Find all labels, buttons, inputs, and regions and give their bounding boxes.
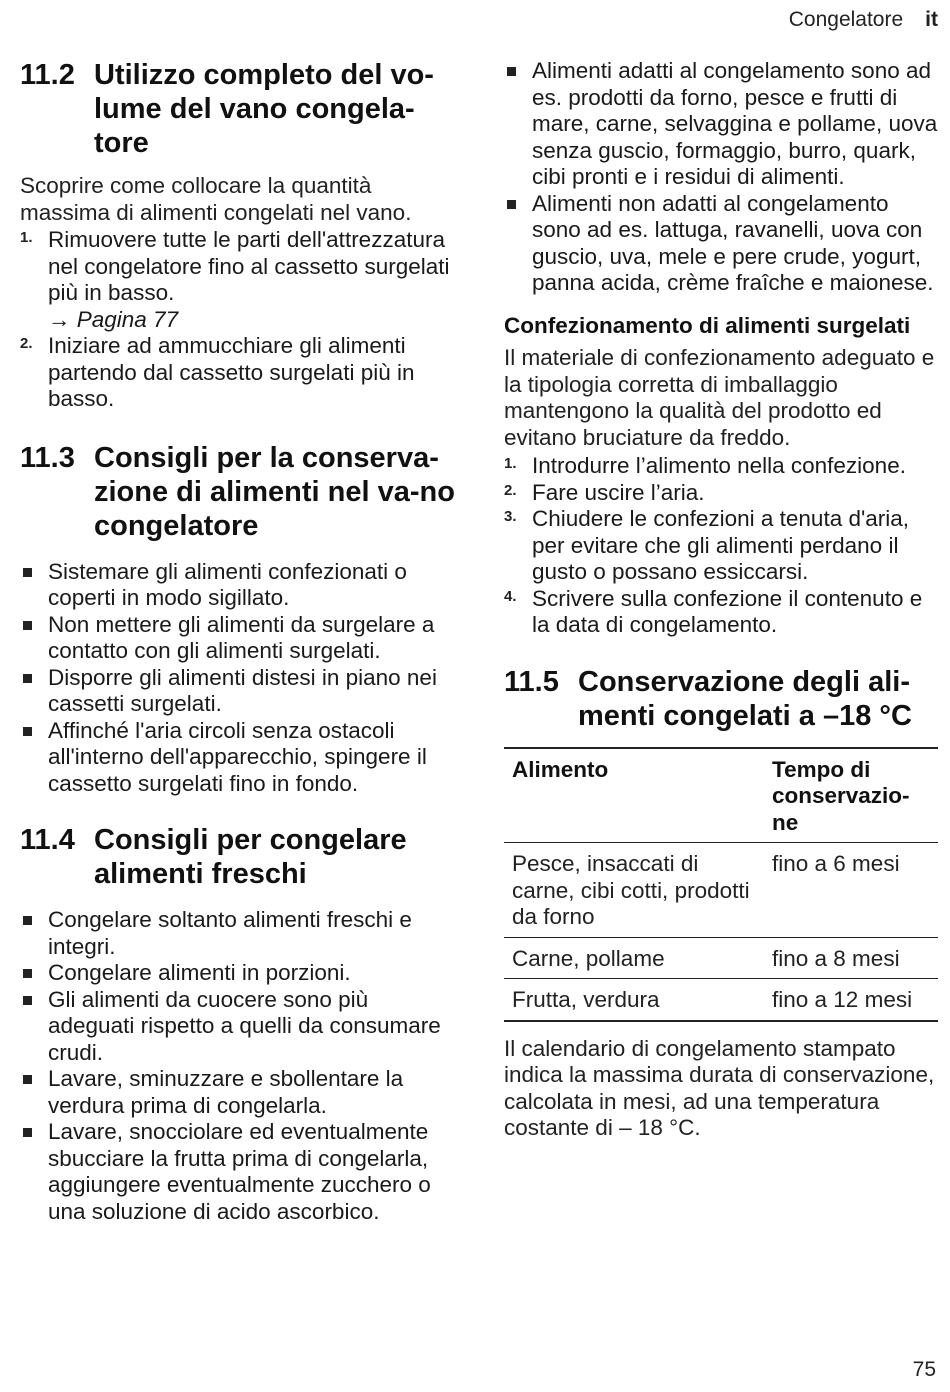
column-header-storage-time: Tempo di conservazio-ne <box>772 756 910 835</box>
bullet-item <box>20 1066 460 1119</box>
bullet-item <box>20 612 460 665</box>
bullet-square-icon <box>23 621 32 630</box>
step-number: 2. <box>20 335 33 352</box>
section-11-2-intro: Scoprire come collocare la quantità massima di alimenti congelati nel vano. <box>20 173 412 225</box>
section-number: 11.5 <box>504 665 559 698</box>
bullet-square-icon <box>23 916 32 925</box>
bullet-item <box>20 987 460 1067</box>
bullet-square-icon <box>23 674 32 683</box>
section-title: Consigli per la conserva-zione di alimenti nel va-no congelatore <box>94 441 455 542</box>
bullet-text: Congelare alimenti in porzioni. <box>48 960 351 985</box>
step-number: 1. <box>504 455 517 472</box>
bullet-item <box>20 960 460 987</box>
bullet-square-icon <box>23 568 32 577</box>
table-cell-time: fino a 12 mesi <box>772 987 913 1012</box>
step-text: Scrivere sulla confezione il contenuto e la data di congelamento. <box>532 585 923 637</box>
running-header <box>789 8 938 32</box>
step-number: 2. <box>504 481 517 499</box>
step-item <box>504 480 940 507</box>
section-number: 11.2 <box>20 59 75 91</box>
section-title: Consigli per congelare alimenti freschi <box>94 824 407 890</box>
step-number: 3. <box>504 508 517 525</box>
freezing-calendar-note: Il calendario di congelamento stampato indica la massima durata di conservazione, calcolata in mesi, ad una temperatura costante di – 18 °C. <box>504 1035 935 1140</box>
table-cell-food: Carne, pollame <box>512 945 665 971</box>
bullet-item <box>20 907 460 960</box>
step-text: Rimuovere tutte le parti dell'attrezzatura nel congelatore fino al cassetto surgelati più in basso. <box>48 227 450 305</box>
table-cell-time: fino a 6 mesi <box>772 851 900 876</box>
step-item <box>504 453 940 480</box>
step-text: Iniziare ad ammucchiare gli alimenti partendo dal cassetto surgelati più in basso. <box>48 333 415 411</box>
section-11-3-bullets <box>20 559 460 798</box>
step-number: 1. <box>20 229 33 246</box>
table-cell-time: fino a 8 mesi <box>772 945 900 971</box>
bullet-text: Lavare, snocciolare ed eventualmente sbucciare la frutta prima di congelarla, aggiungere eventualmente zucchero o una soluzione di acido ascorbico. <box>48 1119 431 1224</box>
table-row <box>504 979 938 1021</box>
section-11-4-bullets <box>20 907 460 1225</box>
table-cell-food: Pesce, insaccati di carne, cibi cotti, prodotti da forno <box>512 851 750 929</box>
section-11-2-heading <box>20 58 460 160</box>
section-11-5-heading <box>504 665 940 733</box>
step-text: Chiudere le confezioni a tenuta d'aria, per evitare che gli alimenti perdano il gusto o possano essiccarsi. <box>532 506 910 584</box>
step-item <box>20 227 460 333</box>
bullet-text: Affinché l'aria circoli senza ostacoli all'interno dell'apparecchio, spingere il cassetto surgelati fino in fondo. <box>48 717 427 796</box>
header-language: it <box>925 8 938 31</box>
bullet-square-icon <box>23 996 32 1005</box>
step-text: Introdurre l’alimento nella confezione. <box>532 453 906 478</box>
bullet-text: Sistemare gli alimenti confezionati o coperti in modo sigillato. <box>48 558 407 610</box>
bullet-text: Alimenti adatti al congelamento sono ad es. prodotti da forno, pesce e frutti di mare, carne, selvaggina e pollame, uova senza guscio, formaggio, burro, quark, cibi pronti e i residui di alimenti. <box>532 58 938 189</box>
step-item <box>504 586 940 639</box>
step-text: Fare uscire l’aria. <box>532 479 705 505</box>
column-header-food: Alimento <box>512 756 609 782</box>
header-section: Congelatore <box>788 8 904 31</box>
bullet-square-icon <box>23 1075 32 1084</box>
bullet-item <box>504 191 940 297</box>
section-number: 11.3 <box>20 441 75 474</box>
bullet-text: Lavare, sminuzzare e sbollentare la verdura prima di congelarla. <box>48 1066 404 1118</box>
storage-time-table <box>504 747 938 1022</box>
bullet-square-icon <box>23 969 32 978</box>
bullet-text: Disporre gli alimenti distesi in piano nei cassetti surgelati. <box>48 664 437 716</box>
step-item <box>504 506 940 586</box>
section-title: Conservazione degli ali-menti congelati a –18 °C <box>578 665 912 732</box>
bullet-text: Gli alimenti da cuocere sono più adeguati rispetto a quelli da consumare crudi. <box>48 986 441 1065</box>
packaging-intro: Il materiale di confezionamento adeguato e la tipologia corretta di imballaggio mantengono la qualità del prodotto ed evitano bruciature da freddo. <box>504 345 935 450</box>
bullet-text: Non mettere gli alimenti da surgelare a contatto con gli alimenti surgelati. <box>48 611 435 663</box>
bullet-square-icon <box>23 727 32 736</box>
page-reference-link[interactable]: → Pagina 77 <box>48 306 179 332</box>
section-title: Utilizzo completo del vo-lume del vano congela-tore <box>94 59 434 159</box>
section-number: 11.4 <box>20 824 75 856</box>
suitability-bullets <box>504 58 940 297</box>
packaging-steps <box>504 453 940 639</box>
step-item <box>20 333 460 413</box>
bullet-square-icon <box>507 67 516 76</box>
bullet-item <box>20 665 460 718</box>
section-11-2-steps <box>20 227 460 413</box>
bullet-item <box>20 1119 460 1225</box>
bullet-text: Alimenti non adatti al congelamento sono ad es. lattuga, ravanelli, uova con guscio, uva, mele e pere crude, yogurt, panna acida, crème fraîche e maionese. <box>532 190 934 295</box>
table-header-row <box>504 748 938 843</box>
bullet-square-icon <box>507 200 516 209</box>
packaging-subheading: Confezionamento di alimenti surgelati <box>504 312 911 338</box>
table-row <box>504 843 938 938</box>
bullet-item <box>20 718 460 798</box>
bullet-text: Congelare soltanto alimenti freschi e integri. <box>48 907 412 959</box>
table-cell-food: Frutta, verdura <box>512 987 660 1012</box>
table-row <box>504 937 938 979</box>
step-number: 4. <box>504 587 517 605</box>
left-column <box>20 58 460 1225</box>
bullet-item <box>504 58 940 191</box>
section-11-4-heading <box>20 823 460 891</box>
right-column <box>504 58 940 1142</box>
section-11-3-heading <box>20 441 460 543</box>
bullet-square-icon <box>23 1128 32 1137</box>
bullet-item <box>20 559 460 612</box>
page-number: 75 <box>912 1358 936 1381</box>
